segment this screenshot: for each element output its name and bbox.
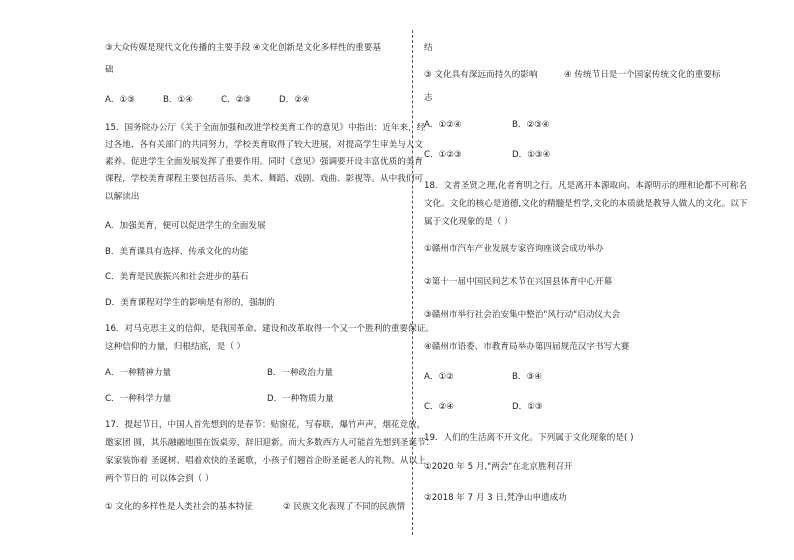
q18-option-3: ③赣州市举行社会治安集中整治"风行动"启动仪大会 <box>424 310 621 320</box>
q15-line-1: 15．国务院办公厅《关于全面加强和改进学校美育工作的意见》中指出：近年来，经 <box>105 123 426 133</box>
q18-line-2: 文化。文化的核心是道德,文化的精髓是哲学,文化的本质就是教导人做人的文化。以下 <box>424 199 748 209</box>
q18-answer-d: D．①③ <box>512 402 543 412</box>
q16-option-d: D．一种物质力量 <box>267 394 334 404</box>
q16-option-a: A．一种精神力量 <box>105 368 172 378</box>
q17-line-1: 17．提起节日，中国人首先想到的是春节：贴窗花，写春联，爆竹声声，烟花竞放， <box>105 420 426 430</box>
q15-option-a: A．加强美育，便可以促进学生的全面发展 <box>105 221 266 231</box>
q18-answer-b: B．③④ <box>512 372 542 382</box>
q16-option-c: C．一种科学力量 <box>105 394 172 404</box>
q17-answer-c: C．①②③ <box>424 150 462 160</box>
q17-option-1: ① 文化的多样性是人类社会的基本特征 <box>105 502 253 512</box>
q18-line-1: 18．文者圣贤之理,化者育明之行。凡是离开本源取向、本源明示的理和论都不可称名 <box>424 181 748 191</box>
q18-option-2: ②第十一届中国民间艺术节在兴国县体育中心开幕 <box>424 277 613 287</box>
q14-answer-b: B．①④ <box>163 95 193 105</box>
q14-options-line-1: ③大众传媒是现代文化传播的主要手段 ④文化创新是文化多样性的重要基 <box>105 43 381 53</box>
q14-answer-d: D．②④ <box>279 95 310 105</box>
q17-option-3: ③ 文化具有深远而持久的影响 <box>424 70 538 80</box>
q19-stem: 19．人们的生活离不开文化。下列属于文化现象的是( ) <box>424 433 634 443</box>
q15-line-2: 过各地、各有关部门的共同努力，学校美育取得了较大进展，对提高学生审美与人文 <box>105 140 423 150</box>
q17-line-2: 邀家团 圆，其乐融融地围在饭桌旁，辞旧迎新。而大多数西方人可能首先想到圣诞节： <box>105 438 435 448</box>
q17-answer-d: D．①③④ <box>512 150 551 160</box>
q17-line-4: 两个节日的 可以体会到（ ） <box>105 474 214 484</box>
q17-option-4: ④ 传统节日是一个国家传统文化的重要标 <box>564 70 721 80</box>
q18-answer-a: A．①② <box>424 372 454 382</box>
q18-line-3: 属于文化现象的是（ ） <box>424 217 513 227</box>
q14-answer-a: A．①③ <box>105 95 135 105</box>
q17-option-2-continued: 结 <box>424 43 433 53</box>
q17-line-3: 家家装饰着 圣诞树、唱着欢快的圣诞歌，小孩子们翘首企盼圣诞老人的礼物。从以上 <box>105 456 426 466</box>
q18-option-1: ①赣州市汽车产业发展专家咨询座谈会成功举办 <box>424 244 604 254</box>
q17-answer-a: A．①②④ <box>424 120 462 130</box>
q19-option-1: ①2020 年 5 月,"两会"在北京胜利召开 <box>424 462 573 472</box>
q17-option-2: ② 民族文化表现了不同的民族情 <box>283 502 406 512</box>
q17-option-4-continued: 志 <box>424 93 433 103</box>
q15-line-4: 课程，学校美育课程主要包括音乐、美术、舞蹈、戏剧、戏曲、影视等。从中我们可 <box>105 174 423 184</box>
q18-option-4: ④赣州市语委、市教育局举办第四届规范汉字书写大赛 <box>424 342 630 352</box>
q19-option-2: ②2018 年 7 月 3 日,梵净山申遗成功 <box>424 493 567 503</box>
q14-answer-c: C．②③ <box>221 95 252 105</box>
q15-line-5: 以解读出 <box>105 192 140 202</box>
q16-option-b: B．一种政治力量 <box>267 368 334 378</box>
q15-option-b: B．美育课具有选择、传承文化的功能 <box>105 247 249 257</box>
q15-option-c: C．美育是民族振兴和社会进步的基石 <box>105 272 249 282</box>
q17-answer-b: B．②③④ <box>512 120 550 130</box>
q16-line-1: 16．对马克思主义的信仰，是我国革命、建设和改革取得一个又一个胜利的重要保证。 <box>105 324 434 334</box>
q18-answer-c: C．②④ <box>424 402 455 412</box>
q15-option-d: D．美育课程对学生的影响是有形的，强制的 <box>105 298 275 308</box>
q14-options-line-2: 础 <box>105 65 114 75</box>
q16-line-2: 这种信仰的力量，归根结底，是（ ） <box>105 342 246 352</box>
q15-line-3: 素养、促进学生全面发展发挥了重要作用。同时《意见》强调要开设丰富优质的美育 <box>105 157 423 167</box>
